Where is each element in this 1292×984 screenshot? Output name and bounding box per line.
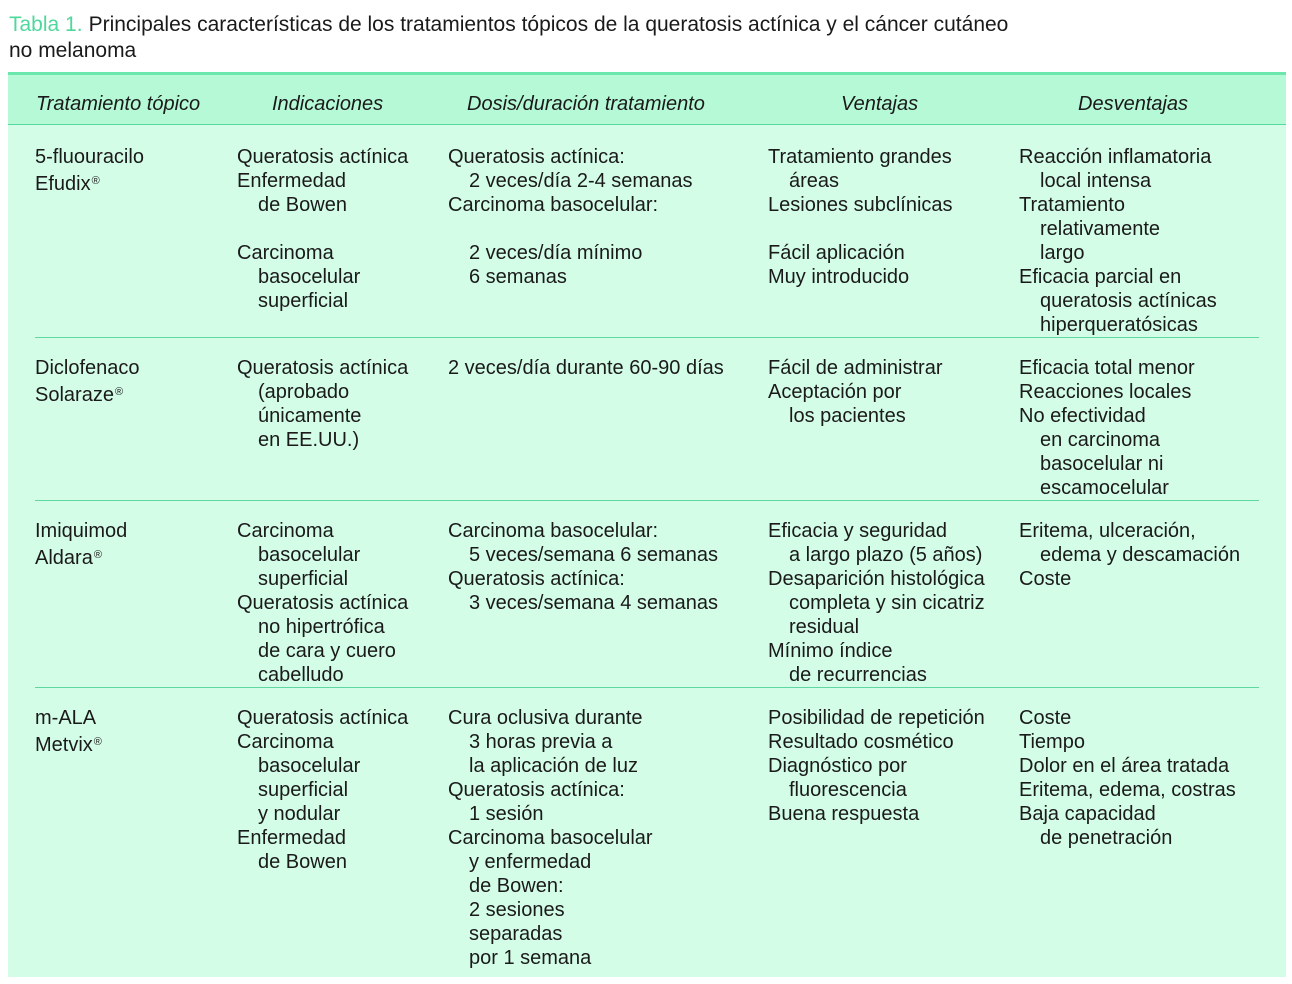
indications-line: Queratosis actínica (237, 357, 409, 379)
table-caption (9, 12, 1279, 64)
cell-dosage (448, 519, 718, 615)
advantages-line: fluorescencia (789, 779, 907, 801)
disadvantages-line: relativamente (1040, 218, 1161, 240)
indications-line: Carcinoma (237, 520, 334, 542)
disadvantages-line: escamocelular (1040, 477, 1169, 499)
indications-line: de cara y cuero (258, 640, 396, 662)
indications-line: basocelular (258, 755, 361, 777)
dosage-line: 6 semanas (469, 266, 567, 288)
advantages-line: Resultado cosmético (768, 731, 954, 753)
disadvantages-line: No efectividad (1019, 405, 1146, 427)
dosage-line: 2 sesiones (469, 899, 565, 921)
disadvantages-line: basocelular ni (1040, 453, 1164, 475)
header-dosage: Dosis/duración tratamiento (467, 93, 705, 115)
registered-mark: ® (93, 549, 102, 561)
treatment-name: Imiquimod (35, 520, 128, 542)
caption-title-line2: no melanoma (9, 39, 137, 62)
advantages-line (768, 217, 953, 241)
cell-advantages (768, 145, 953, 289)
indications-line: Queratosis actínica (237, 146, 409, 168)
dosage-line: separadas (469, 923, 563, 945)
indications-line: basocelular (258, 266, 361, 288)
advantages-line: Aceptación por (768, 381, 902, 403)
advantages-line: Mínimo índice (768, 640, 893, 662)
cell-advantages (768, 519, 985, 687)
indications-line: Queratosis actínica (237, 707, 409, 729)
disadvantages-line: Eritema, edema, costras (1019, 779, 1236, 801)
dosage-line (448, 217, 692, 241)
disadvantages-line: Reacción inflamatoria (1019, 146, 1212, 168)
dosage-line: 3 veces/semana 4 semanas (469, 592, 719, 614)
caption-title-line1: Principales características de los tratamientos tópicos de la queratosis actínica y el cáncer cutáneo (88, 13, 1009, 36)
advantages-line: residual (789, 616, 860, 638)
treatment-brand (35, 730, 102, 754)
indications-line: Queratosis actínica (237, 592, 409, 614)
dosage-line: y enfermedad (469, 851, 592, 873)
cell-disadvantages (1019, 145, 1217, 337)
row-separator (35, 337, 1259, 338)
disadvantages-line: edema y descamación (1040, 544, 1241, 566)
table-header-row (8, 75, 1286, 125)
cell-treatment (35, 356, 140, 404)
cell-dosage (448, 145, 692, 289)
disadvantages-line: largo (1040, 242, 1085, 264)
dosage-line: la aplicación de luz (469, 755, 638, 777)
disadvantages-line: Eficacia parcial en (1019, 266, 1182, 288)
dosage-line: 5 veces/semana 6 semanas (469, 544, 719, 566)
indications-line (237, 217, 408, 241)
cell-treatment (35, 519, 127, 567)
header-advantages: Ventajas (841, 93, 919, 115)
cell-advantages (768, 706, 985, 826)
cell-dosage (448, 356, 724, 380)
disadvantages-line: Coste (1019, 707, 1072, 729)
indications-line: Enfermedad (237, 827, 346, 849)
dosage-line: 1 sesión (469, 803, 544, 825)
dosage-line: Carcinoma basocelular: (448, 520, 659, 542)
treatment-brand (35, 169, 144, 193)
indications-line: Carcinoma (237, 242, 334, 264)
dosage-line: 2 veces/día mínimo (469, 242, 643, 264)
disadvantages-line: Dolor en el área tratada (1019, 755, 1230, 777)
cell-indications (237, 145, 408, 313)
indications-line: basocelular (258, 544, 361, 566)
indications-line: únicamente (258, 405, 362, 427)
brand-name: Metvix (35, 734, 93, 756)
brand-name: Efudix (35, 173, 91, 195)
dosage-line: Carcinoma basocelular: (448, 194, 659, 216)
cell-disadvantages (1019, 356, 1195, 500)
cell-disadvantages (1019, 519, 1240, 591)
dosage-line: Carcinoma basocelular (448, 827, 653, 849)
disadvantages-line: Reacciones locales (1019, 381, 1192, 403)
indications-line: no hipertrófica (258, 616, 385, 638)
indications-line: en EE.UU.) (258, 429, 360, 451)
indications-line: de Bowen (258, 851, 347, 873)
disadvantages-line: Baja capacidad (1019, 803, 1156, 825)
advantages-line: Diagnóstico por (768, 755, 907, 777)
disadvantages-line: en carcinoma (1040, 429, 1161, 451)
advantages-line: Desaparición histológica (768, 568, 985, 590)
advantages-line: Fácil de administrar (768, 357, 943, 379)
dosage-line: Queratosis actínica: (448, 568, 625, 590)
advantages-line: completa y sin cicatriz (789, 592, 985, 614)
indications-line: superficial (258, 568, 349, 590)
caption-label: Tabla 1. (9, 13, 83, 36)
advantages-line: Posibilidad de repetición (768, 707, 985, 729)
advantages-line: áreas (789, 170, 840, 192)
cell-indications (237, 706, 408, 874)
cell-treatment (35, 145, 144, 193)
dosage-line: Queratosis actínica: (448, 779, 625, 801)
treatment-name: m-ALA (35, 707, 97, 729)
advantages-line: Muy introducido (768, 266, 910, 288)
disadvantages-line: Eficacia total menor (1019, 357, 1195, 379)
row-separator (35, 500, 1259, 501)
advantages-line: Eficacia y seguridad (768, 520, 947, 542)
indications-line: Carcinoma (237, 731, 334, 753)
advantages-line: Fácil aplicación (768, 242, 905, 264)
advantages-line: a largo plazo (5 años) (789, 544, 983, 566)
indications-line: (aprobado (258, 381, 350, 403)
disadvantages-line: Tiempo (1019, 731, 1085, 753)
advantages-line: Lesiones subclínicas (768, 194, 953, 216)
dosage-line: Queratosis actínica: (448, 146, 625, 168)
disadvantages-line: de penetración (1040, 827, 1173, 849)
disadvantages-line: Coste (1019, 568, 1072, 590)
treatment-table (8, 72, 1286, 977)
treatment-brand (35, 543, 127, 567)
advantages-line: los pacientes (789, 405, 906, 427)
dosage-line: Cura oclusiva durante (448, 707, 643, 729)
indications-line: Enfermedad (237, 170, 346, 192)
header-treatment: Tratamiento tópico (36, 93, 201, 115)
indications-line: superficial (258, 290, 349, 312)
disadvantages-line: queratosis actínicas (1040, 290, 1217, 312)
dosage-line: 2 veces/día durante 60-90 días (448, 357, 724, 379)
advantages-line: de recurrencias (789, 664, 927, 686)
disadvantages-line: local intensa (1040, 170, 1152, 192)
indications-line: de Bowen (258, 194, 347, 216)
row-separator (35, 687, 1259, 688)
brand-name: Solaraze (35, 384, 114, 406)
indications-line: cabelludo (258, 664, 344, 686)
registered-mark: ® (114, 386, 124, 398)
disadvantages-line: Eritema, ulceración, (1019, 520, 1196, 542)
dosage-line: por 1 semana (469, 947, 592, 969)
cell-indications (237, 519, 408, 687)
dosage-line: 3 horas previa a (469, 731, 613, 753)
header-indications: Indicaciones (272, 93, 384, 115)
cell-dosage (448, 706, 653, 970)
treatment-name: Diclofenaco (35, 357, 140, 379)
registered-mark: ® (93, 736, 102, 748)
header-disadvantages: Desventajas (1078, 93, 1189, 115)
cell-disadvantages (1019, 706, 1236, 850)
indications-line: superficial (258, 779, 349, 801)
brand-name: Aldara (35, 547, 93, 569)
cell-indications (237, 356, 408, 452)
registered-mark: ® (91, 175, 100, 187)
treatment-brand (35, 380, 140, 404)
dosage-line: de Bowen: (469, 875, 564, 897)
cell-advantages (768, 356, 943, 428)
disadvantages-line: Tratamiento (1019, 194, 1125, 216)
indications-line: y nodular (258, 803, 341, 825)
advantages-line: Buena respuesta (768, 803, 920, 825)
dosage-line: 2 veces/día 2-4 semanas (469, 170, 693, 192)
cell-treatment (35, 706, 102, 754)
disadvantages-line: hiperqueratósicas (1040, 314, 1198, 336)
advantages-line: Tratamiento grandes (768, 146, 952, 168)
treatment-name: 5-fluouracilo (35, 146, 144, 168)
